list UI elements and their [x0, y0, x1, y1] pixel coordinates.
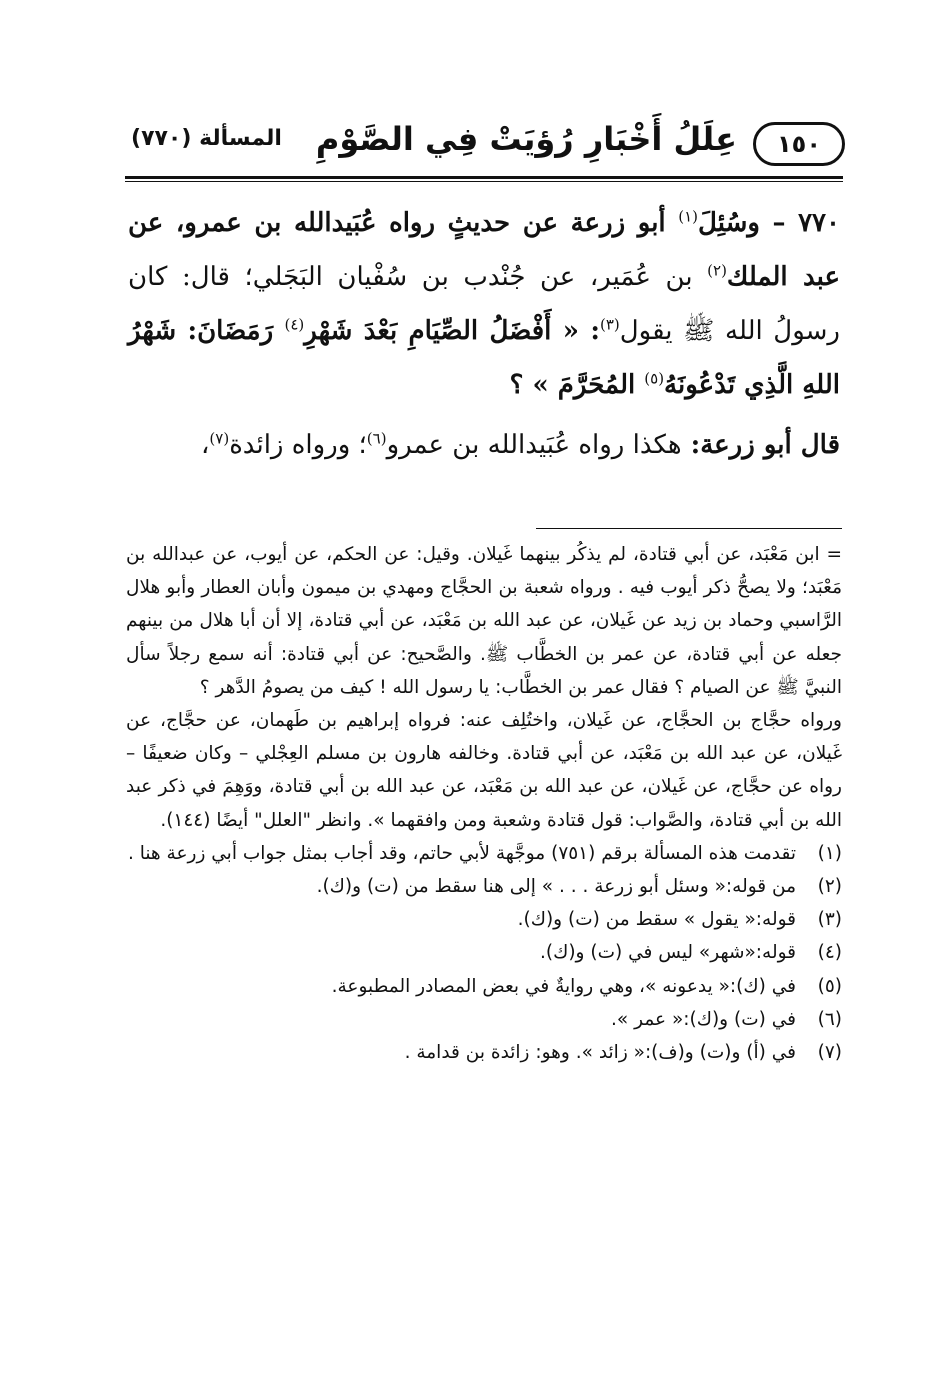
issue-label: المسألة (٧٧٠): [131, 126, 282, 151]
header-rule-thin: [125, 181, 843, 182]
footnote-text: في (أ) و(ت) و(ف):« زائد ». وهو: زائدة بن قدامة .: [404, 1042, 796, 1064]
answer-paragraph: [128, 418, 840, 472]
footnotes: [126, 538, 842, 1069]
footnote-continuation-2: ورواه حجَّاج بن الحجَّاج، عن غَيلان، واختُلِف عنه: فرواه إبراهيم بن طَهمان، عن حجَّاج، عن غَيلان، عن عبد الله بن مَعْبَد، عن أبي قتادة. وخالفه هارون بن مسلم العِجْلي – وكان ضعيفًا – رواه عن حجَّاج، عن غَيلان، عن عبد الله بن مَعْبَد، عن عبد الله بن أبي قتادة، ووَهِمَ في ذكر عبد الله بن أبي قتادة، والصَّواب: قول قتادة وشعبة ومن وافقهما ». وانظر "العلل" أيضًا (١٤٤).: [126, 710, 842, 831]
footnote-number: (٦): [817, 1008, 842, 1030]
footnote-number: (٣): [817, 909, 842, 931]
hadith-text-2: رَمَضَانَ: شَهْرُ اللهِ الَّذِي تَدْعُونَهُ: [128, 316, 840, 400]
footnote-text: قوله:« يقول » سقط من (ت) و(ك).: [517, 909, 796, 931]
footnote-continuation-1: = ابن مَعْبَد، عن أبي قتادة، لم يذكُر بينهما غَيلان. وقيل: عن الحكم، عن أيوب، عن عبدالله بن مَعْبَد؛ ولا يصحُّ ذكر أيوب فيه . ورواه شعبة بن الحجَّاج ومهدي بن ميمون وأبان العطار وأبو هلال الرَّاسبي وحماد بن زيد عن غَيلان، عن عبد الله بن مَعْبَد، عن أبي قتادة، إلا أن أبا هلال من بينهم جعله عن أبي قتادة، عن عمر بن الخطَّاب ﷺ. والصَّحيح: عن أبي قتادة: أنه سمع رجلاً سأل النبيَّ ﷺ عن الصيام ؟ فقال عمر بن الخطَّاب: يا رسول الله ! كيف من يصومُ الدَّهر ؟: [126, 544, 842, 698]
footnote-6: [126, 1003, 842, 1036]
question-text-2: بن عُمَير، عن جُنْدب بن سُفْيان البَجَلي؛ قال: كان رسولُ الله ﷺ يقول: [128, 262, 840, 346]
main-text: [128, 196, 840, 472]
footnote-3: [126, 903, 842, 936]
answer-text-2: ؛ ورواه زائدة: [229, 430, 367, 460]
question-paragraph: [128, 196, 840, 412]
footnote-7: [126, 1036, 842, 1069]
footnote-ref-6[interactable]: (٦): [366, 429, 387, 448]
footnote-number: (١): [817, 842, 842, 864]
book-title: عِلَلُ أَخْبَارِ رُؤيَتْ فِي الصَّوْمِ: [315, 120, 737, 158]
footnote-text: من قوله:« وسئل أبو زرعة . . . » إلى هنا سقط من (ت) و(ك).: [316, 876, 796, 898]
footnote-4: [126, 936, 842, 969]
footnote-number: (٧): [817, 1042, 842, 1064]
footnote-2: [126, 870, 842, 903]
issue-heading: ٧٧٠ – وسُئِلَ: [698, 208, 840, 238]
footnote-5: [126, 970, 842, 1003]
footnote-1: [126, 837, 842, 870]
answer-text-3: ،: [201, 430, 210, 460]
footnote-number: (٥): [817, 975, 842, 997]
footnote-text: قوله:«شهر» ليس في (ت) و(ك).: [539, 942, 796, 964]
answer-speaker: قال أبو زرعة:: [681, 430, 840, 460]
hadith-text-1: : « أَفْضَلُ الصِّيَامِ بَعْدَ شَهْرِ: [304, 316, 600, 346]
page-header: [125, 122, 845, 174]
footnote-text: تقدمت هذه المسألة برقم (٧٥١) موجَّهة لأبي حاتم، وقد أجاب بمثل جواب أبي زرعة هنا .: [127, 842, 796, 864]
question-text-1: أبو زرعة عن حديثٍ رواه عُبَيدالله بن عمرو، عن عبد الملك: [128, 208, 840, 292]
footnote-text: في (ت) و(ك):« عمر ».: [611, 1008, 796, 1030]
footnote-ref-5[interactable]: (٥): [644, 369, 665, 388]
footnote-ref-2[interactable]: (٢): [707, 261, 727, 280]
footnote-number: (٢): [817, 876, 842, 898]
footnote-ref-7[interactable]: (٧): [209, 429, 230, 448]
footnote-ref-4[interactable]: (٤): [284, 315, 305, 334]
footnote-ref-3[interactable]: (٣): [599, 315, 620, 334]
answer-text-1: هكذا رواه عُبَيدالله بن عمرو: [386, 430, 682, 460]
footnote-text: في (ك):« يدعونه »، وهي روايةٌ في بعض المصادر المطبوعة.: [331, 975, 796, 997]
footnote-number: (٤): [817, 942, 842, 964]
footnote-separator: [536, 528, 842, 529]
hadith-text-3: المُحَرَّمَ » ؟: [509, 370, 645, 400]
page-number-badge: [753, 122, 845, 166]
header-rule-thick: [125, 176, 843, 179]
footnote-ref-1[interactable]: (١): [678, 207, 699, 226]
page-number: ١٥٠: [777, 130, 821, 158]
